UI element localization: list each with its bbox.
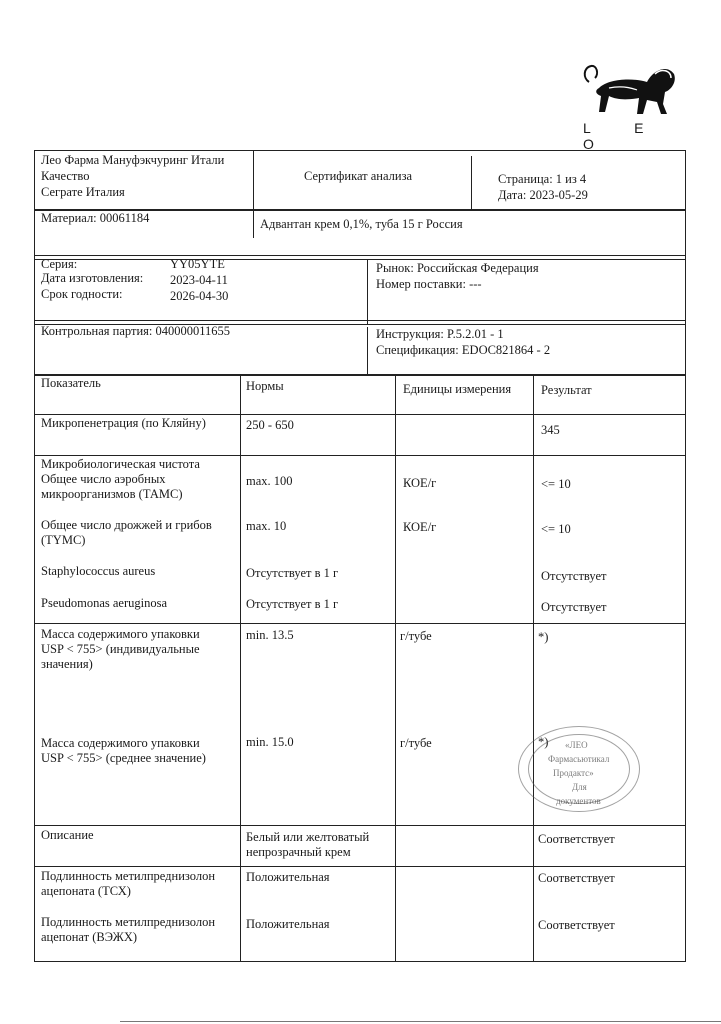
table-row-unit: г/тубе: [400, 736, 432, 750]
material-name: Адвантан крем 0,1%, туба 15 г Россия: [260, 217, 463, 231]
leo-logo: [575, 60, 695, 152]
table-row-norm: max. 100: [246, 474, 293, 488]
table-row-result: *): [538, 630, 549, 644]
col-header-result: Результат: [541, 383, 592, 397]
table-row-result: *): [538, 735, 549, 749]
document-date: Дата: 2023-05-29: [498, 188, 588, 202]
mfg-date-label: Дата изготовления:: [41, 271, 144, 285]
market: Рынок: Российская Федерация: [376, 261, 539, 275]
table-row-param: Общее число аэробных: [41, 472, 166, 486]
company-name: Лео Фарма Мануфэкчуринг Итали: [41, 153, 225, 167]
page-edge-line: [120, 1021, 721, 1022]
table-row-result: <= 10: [541, 522, 571, 536]
company-location: Сеграте Италия: [41, 185, 125, 199]
table-row-param: (TYMC): [41, 533, 86, 547]
table-row-param: ацепоната (ТСХ): [41, 884, 131, 898]
expiry-label: Срок годности:: [41, 287, 123, 301]
table-row-result: Соответствует: [538, 832, 615, 846]
table-row-result: Отсутствует: [541, 569, 607, 583]
col-header-parameter: Показатель: [41, 376, 101, 390]
table-row-norm: Отсутствует в 1 г: [246, 597, 339, 611]
table-row-unit: г/тубе: [400, 629, 432, 643]
series-label: Серия:: [41, 257, 78, 271]
table-row-param: USP < 755> (индивидуальные: [41, 642, 200, 656]
table-row-unit: КОЕ/г: [403, 476, 437, 490]
table-row-param: Staphylococcus aureus: [41, 564, 156, 578]
delivery-number: Номер поставки: ---: [376, 277, 482, 291]
stamp-text: Для: [572, 782, 587, 792]
table-row-param: Описание: [41, 828, 94, 842]
material-code: Материал: 00061184: [41, 211, 150, 225]
stamp-text: «ЛЕО: [565, 740, 588, 750]
stamp-text: Продактс»: [553, 768, 594, 778]
table-row-result: 345: [541, 423, 560, 437]
table-row-unit: КОЕ/г: [403, 520, 437, 534]
table-row-param: микроорганизмов (ТАМС): [41, 487, 183, 501]
table-row-param: значения): [41, 657, 93, 671]
table-row-norm: min. 13.5: [246, 628, 294, 642]
table-row-result: <= 10: [541, 477, 571, 491]
control-batch: Контрольная партия: 040000011655: [41, 324, 231, 338]
table-row-result: Соответствует: [538, 918, 615, 932]
table-row-norm: Отсутствует в 1 г: [246, 566, 339, 580]
logo-text: L E O: [583, 120, 664, 152]
table-row-param: Подлинность метилпреднизолон: [41, 869, 216, 883]
col-header-norms: Нормы: [246, 379, 284, 393]
instruction: Инструкция: P.5.2.01 - 1: [376, 327, 504, 341]
table-row-norm: max. 10: [246, 519, 287, 533]
stamp-text: Фармасьютикал: [548, 754, 610, 764]
table-row-norm: непрозрачный крем: [246, 845, 351, 859]
table-row-param: USP < 755> (среднее значение): [41, 751, 206, 765]
specification: Спецификация: EDOC821864 - 2: [376, 343, 551, 357]
table-row-norm: 250 - 650: [246, 418, 294, 432]
table-row-param: Pseudomonas aeruginosa: [41, 596, 168, 610]
page-number: Страница: 1 из 4: [498, 172, 587, 186]
table-row-param: Микропенетрация (по Кляйну): [41, 416, 206, 430]
table-row-norm: Положительная: [246, 870, 330, 884]
col-header-units: Единицы измерения: [403, 382, 512, 396]
series-value: YY05YTE: [170, 257, 225, 271]
document-title: Сертификат анализа: [304, 169, 413, 183]
table-row-result: Соответствует: [538, 871, 615, 885]
table-row-param: Подлинность метилпреднизолон: [41, 915, 216, 929]
company-dept: Качество: [41, 169, 90, 183]
mfg-date-value: 2023-04-11: [170, 273, 228, 287]
table-row-norm: Белый или желтоватый: [246, 830, 370, 844]
table-row-norm: min. 15.0: [246, 735, 294, 749]
table-row-param: Общее число дрожжей и грибов: [41, 518, 212, 532]
stamp-text: документов: [556, 796, 601, 806]
batch-block: [34, 255, 686, 325]
table-row-param: Микробиологическая чистота: [41, 457, 200, 471]
table-row-param: ацепонат (ВЭЖХ): [41, 930, 138, 944]
table-row-result: Отсутствует: [541, 600, 607, 614]
table-row-param: Масса содержимого упаковки: [41, 736, 200, 750]
expiry-value: 2026-04-30: [170, 289, 229, 303]
lion-icon: [579, 60, 679, 118]
table-row-param: Масса содержимого упаковки: [41, 627, 200, 641]
table-row-norm: Положительная: [246, 917, 330, 931]
